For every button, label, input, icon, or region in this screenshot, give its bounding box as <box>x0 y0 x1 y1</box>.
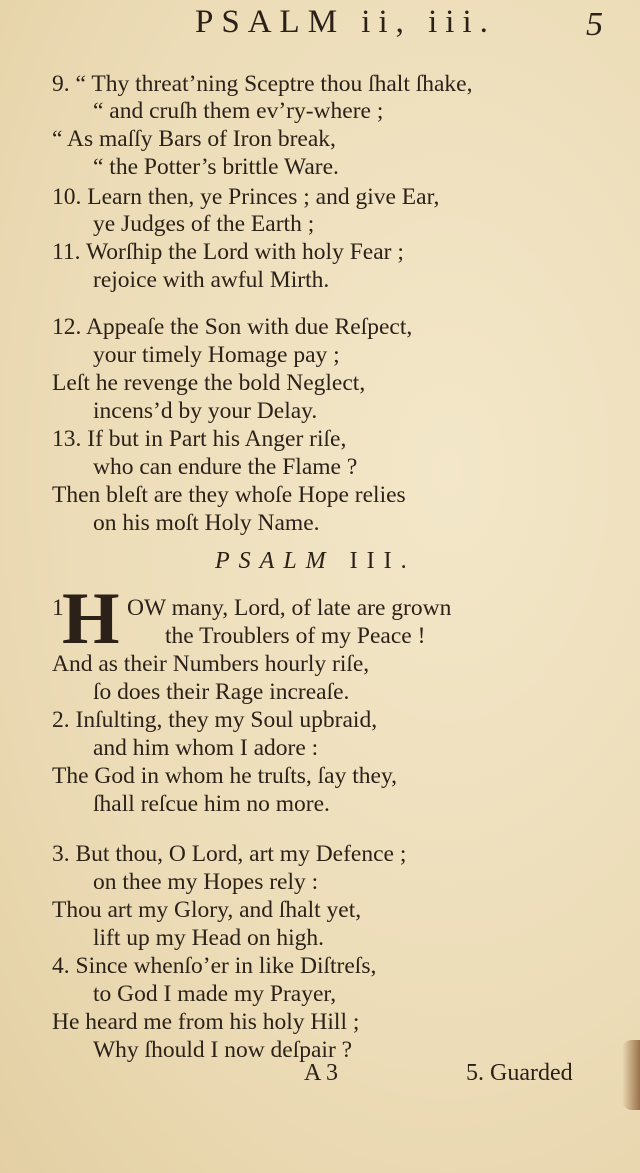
text-line: on his moſt Holy Name. <box>93 510 320 536</box>
page-number: 5 <box>586 6 603 43</box>
text-line: the Troublers of my Peace ! <box>165 623 426 649</box>
text-line: your timely Homage pay ; <box>93 342 340 368</box>
text-line: ſhall reſcue him no more. <box>93 791 330 817</box>
page-header <box>0 2 640 46</box>
text-line: 3. But thou, O Lord, art my Defence ; <box>52 841 407 867</box>
text-line: He heard me from his holy Hill ; <box>52 1009 360 1035</box>
running-head: PSALM ii, iii. <box>195 4 496 40</box>
text-line: The God in whom he truſts, ſay they, <box>52 763 398 789</box>
text-line: “ the Potter’s brittle Ware. <box>93 154 339 180</box>
page-edge-stain <box>622 1040 640 1110</box>
text-line: 9. “ Thy threat’ning Sceptre thou ſhalt ſhake, <box>52 71 473 97</box>
section-title-word: PSALM <box>215 548 335 574</box>
text-line: on thee my Hopes rely : <box>93 869 319 895</box>
text-line: 4. Since whenſo’er in like Diſtreſs, <box>52 953 377 979</box>
text-line: 12. Appeaſe the Son with due Reſpect, <box>52 314 413 340</box>
text-line: 2. Inſulting, they my Soul upbraid, <box>52 707 378 733</box>
text-line: lift up my Head on high. <box>93 925 325 951</box>
text-line: ſo does their Rage increaſe. <box>93 679 350 705</box>
text-line: Why ſhould I now deſpair ? <box>93 1037 353 1063</box>
text-line: “ and cruſh them ev’ry-where ; <box>93 98 384 124</box>
text-line: 11. Worſhip the Lord with holy Fear ; <box>52 239 404 265</box>
text-line: 13. If but in Part his Anger riſe, <box>52 426 347 452</box>
text-line: Thou art my Glory, and ſhalt yet, <box>52 897 362 923</box>
text-line: and him whom I adore : <box>93 735 319 761</box>
text-line: Leſt he revenge the bold Neglect, <box>52 370 366 396</box>
text-line: rejoice with awful Mirth. <box>93 267 330 293</box>
text-line: “ As maſſy Bars of Iron break, <box>52 126 336 152</box>
text-line: ye Judges of the Earth ; <box>93 211 315 237</box>
verse-number: 1 <box>52 595 64 621</box>
drop-cap: H <box>62 578 120 660</box>
signature-mark: A 3 <box>304 1060 339 1086</box>
text-line: who can endure the Flame ? <box>93 454 358 480</box>
text-line: to God I made my Prayer, <box>93 981 337 1007</box>
section-title-number: III. <box>349 548 416 574</box>
text-line: incens’d by your Delay. <box>93 398 318 424</box>
text-line: And as their Numbers hourly riſe, <box>52 651 370 677</box>
catchword: 5. Guarded <box>466 1060 573 1086</box>
text-line: OW many, Lord, of late are grown <box>127 595 452 621</box>
text-line: Then bleſt are they whoſe Hope relies <box>52 482 406 508</box>
text-line: 10. Learn then, ye Princes ; and give Ear, <box>52 184 440 210</box>
section-title <box>215 548 416 575</box>
